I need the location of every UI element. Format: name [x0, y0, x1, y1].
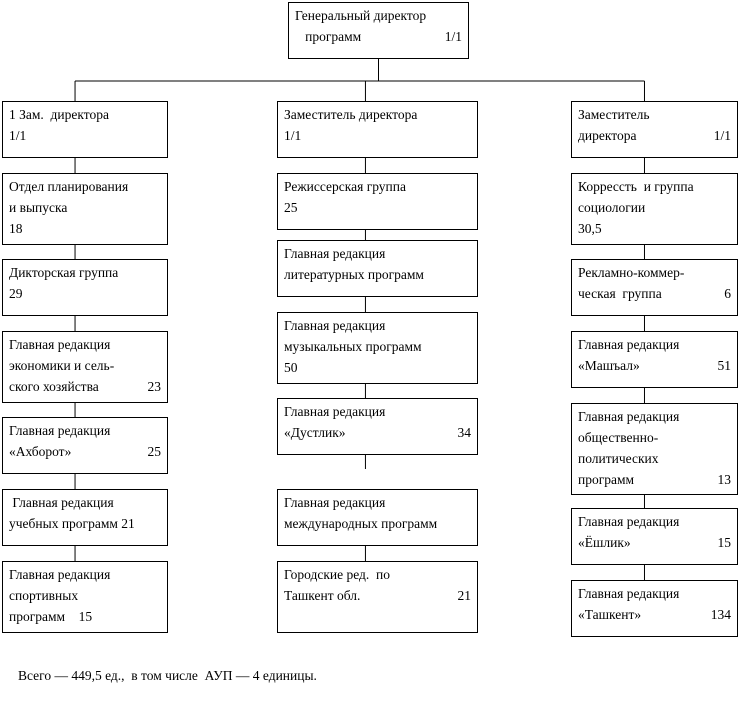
box-line [578, 532, 731, 553]
box-count: 15 [717, 535, 731, 550]
box-text: Городские ред. по [284, 567, 391, 582]
box-text: Главная редакция [578, 337, 680, 352]
box-text: программ [578, 472, 635, 487]
box-text: программ [295, 29, 362, 44]
box-line [9, 197, 161, 218]
literary-edition-box [277, 240, 478, 297]
box-line [578, 469, 731, 490]
box-line [578, 218, 731, 239]
box-line [578, 355, 731, 376]
box-text: «Дустлик» [284, 425, 346, 440]
box-line [578, 262, 731, 283]
box-text: Главная редакция [284, 318, 386, 333]
box-text: 1/1 [9, 128, 27, 143]
box-count: 134 [710, 607, 731, 622]
box-text: «Ёшлик» [578, 535, 631, 550]
box-text: музыкальных программ [284, 339, 422, 354]
dustlik-edition-box [277, 398, 478, 455]
box-line [9, 492, 161, 513]
box-line [578, 334, 731, 355]
box-line [284, 422, 471, 443]
tashkent-edition-box [571, 580, 738, 637]
box-text: Коррессть и группа [578, 179, 694, 194]
box-text: 1/1 [284, 128, 302, 143]
box-text: международных программ [284, 516, 438, 531]
box-line [284, 492, 471, 513]
music-edition-box [277, 312, 478, 384]
education-edition-box [2, 489, 168, 546]
box-line [284, 585, 471, 606]
akhborot-edition-box [2, 417, 168, 474]
box-line [284, 401, 471, 422]
box-line [578, 511, 731, 532]
box-text: 18 [9, 221, 23, 236]
box-text: литературных программ [284, 267, 424, 282]
political-edition-box [571, 403, 738, 495]
box-text: экономики и сель- [9, 358, 115, 373]
box-text: «Машъал» [578, 358, 640, 373]
announcer-group-box [2, 259, 168, 316]
box-text: Главная редакция [578, 514, 680, 529]
box-text: Главная редакция [578, 586, 680, 601]
box-text: Главная редакция [9, 567, 111, 582]
box-text: Главная редакция [9, 337, 111, 352]
box-line [578, 406, 731, 427]
box-count: 51 [717, 358, 731, 373]
box-text: учебных программ 21 [9, 516, 135, 531]
box-line [578, 604, 731, 625]
box-line [578, 176, 731, 197]
box-line [284, 125, 471, 146]
box-line [284, 264, 471, 285]
middle-deputy-box [277, 101, 478, 158]
box-count: 23 [147, 379, 161, 394]
box-line [284, 336, 471, 357]
box-count: 1/1 [713, 128, 731, 143]
box-line [284, 104, 471, 125]
box-text: 1 Зам. директора [9, 107, 109, 122]
box-text: Заместитель [578, 107, 650, 122]
box-count: 1/1 [444, 29, 462, 44]
box-count: 6 [724, 286, 731, 301]
box-count: 13 [717, 472, 731, 487]
box-text: 50 [284, 360, 298, 375]
box-text: Генеральный директор [295, 8, 427, 23]
box-line [9, 218, 161, 239]
right-deputy-box [571, 101, 738, 158]
box-line [9, 176, 161, 197]
box-line [9, 441, 161, 462]
box-line [284, 513, 471, 534]
box-line [9, 606, 161, 627]
advertising-group-box [571, 259, 738, 316]
box-text: Главная редакция [9, 423, 111, 438]
staff-total-note: Всего — 449,5 ед., в том числе АУП — 4 единицы. [18, 668, 317, 683]
box-text: 29 [9, 286, 23, 301]
box-line [578, 583, 731, 604]
sociology-group-box [571, 173, 738, 245]
box-text: спортивных [9, 588, 79, 603]
box-line [9, 376, 161, 397]
planning-dept-box [2, 173, 168, 245]
box-line [578, 283, 731, 304]
box-text: директора [578, 128, 637, 143]
box-text: программ 15 [9, 609, 93, 624]
yoshlik-edition-box [571, 508, 738, 565]
box-text: и выпуска [9, 200, 68, 215]
box-line [284, 176, 471, 197]
box-text: Главная редакция [284, 246, 386, 261]
box-line [284, 315, 471, 336]
box-line [9, 513, 161, 534]
box-text: Отдел планирования [9, 179, 129, 194]
box-text: общественно- [578, 430, 659, 445]
box-text: «Ташкент» [578, 607, 642, 622]
box-line [578, 104, 731, 125]
box-line [9, 125, 161, 146]
international-edition-box [277, 489, 478, 546]
economy-edition-box [2, 331, 168, 403]
left-deputy-box [2, 101, 168, 158]
box-line [9, 564, 161, 585]
box-text: ческая группа [578, 286, 662, 301]
box-line [578, 427, 731, 448]
box-text: политических [578, 451, 659, 466]
box-count: 21 [457, 588, 471, 603]
city-edition-box [277, 561, 478, 633]
box-text: Заместитель директора [284, 107, 418, 122]
box-text: «Ахборот» [9, 444, 72, 459]
box-count: 34 [457, 425, 471, 440]
box-text: Режиссерская группа [284, 179, 406, 194]
box-line [295, 5, 462, 26]
box-line [9, 262, 161, 283]
box-line [578, 125, 731, 146]
box-line [578, 448, 731, 469]
box-line [9, 355, 161, 376]
box-line [9, 420, 161, 441]
box-text: Главная редакция [9, 495, 114, 510]
box-text: Рекламно-коммер- [578, 265, 685, 280]
box-line [578, 197, 731, 218]
box-line [284, 243, 471, 264]
box-text: Главная редакция [578, 409, 680, 424]
box-line [9, 283, 161, 304]
box-text: социологии [578, 200, 646, 215]
box-line [9, 334, 161, 355]
box-text: Главная редакция [284, 404, 386, 419]
box-text: Дикторская группа [9, 265, 119, 280]
box-line [284, 357, 471, 378]
box-line [284, 564, 471, 585]
box-text: 25 [284, 200, 298, 215]
box-line [284, 197, 471, 218]
box-text: Ташкент обл. [284, 588, 361, 603]
mashal-edition-box [571, 331, 738, 388]
box-line [9, 585, 161, 606]
sports-edition-box [2, 561, 168, 633]
director-group-box [277, 173, 478, 230]
director-box [288, 2, 469, 59]
box-text: 30,5 [578, 221, 602, 236]
box-line [295, 26, 462, 47]
box-count: 25 [147, 444, 161, 459]
box-text: ского хозяйства [9, 379, 99, 394]
box-text: Главная редакция [284, 495, 386, 510]
box-line [9, 104, 161, 125]
